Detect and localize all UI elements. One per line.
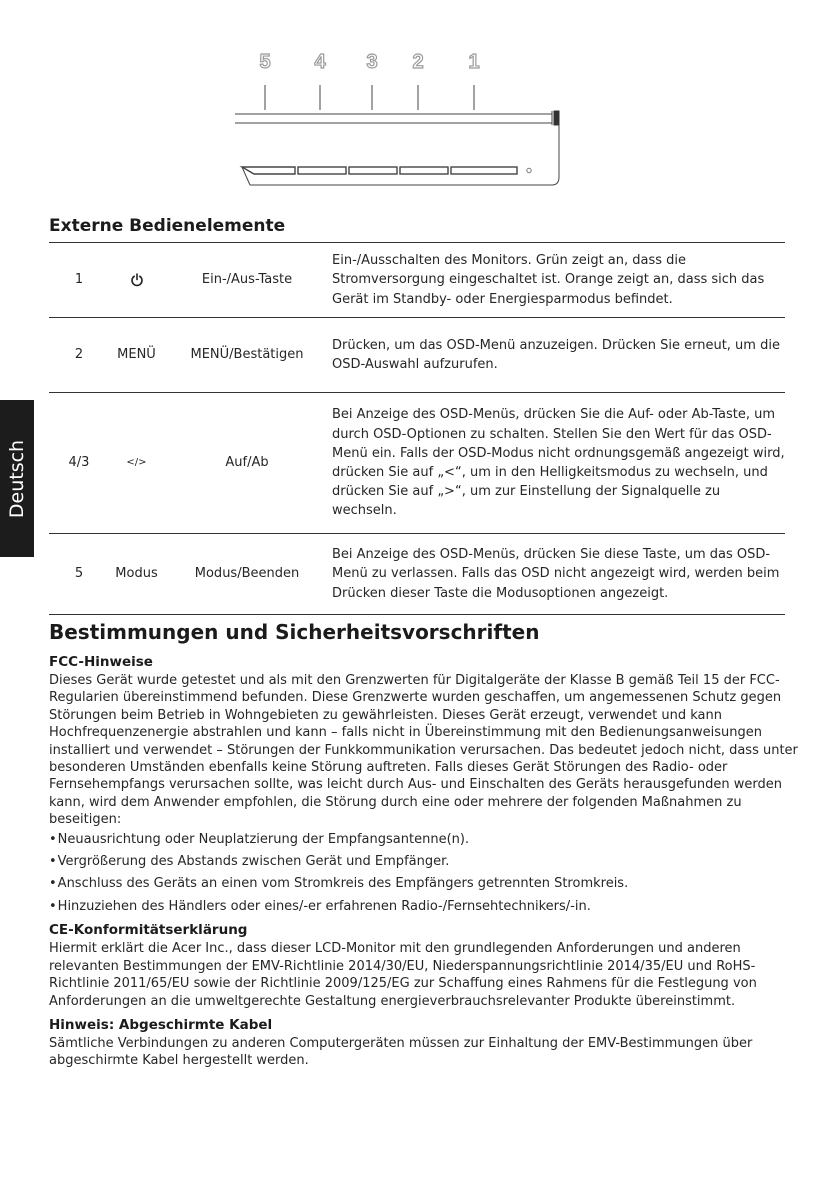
row-number: 5 xyxy=(74,566,84,582)
button-number-2: 2 xyxy=(412,51,424,73)
controls-section-title: Externe Bedienelemente xyxy=(49,216,286,236)
row-description: Bei Anzeige des OSD-Menüs, drücken Sie die Auf- oder Ab-Taste, um durch OSD-Optionen zu schalten. Stellen Sie den Wert für das OSD-Menü ein. Falls der OSD-Modus nicht ordnungsgemäß angezeigt wird, drücken Sie auf „<“, um in den Helligkeitsmodus zu wechseln, und drücken Sie auf „>“, um zur Einstellung der Signalquelle zu wechseln. xyxy=(332,407,785,519)
table-row xyxy=(49,534,785,615)
ce-body: Hiermit erklärt die Acer Inc., dass dieser LCD-Monitor mit den grundlegenden Anforderungen und anderen relevanten Bestimmungen der EMV-Richtlinie 2014/30/EU, Niederspannungsrichtlinie 2014/35/EU und RoHS-Richtlinie 2011/65/EU sowie der Richtlinie 2009/125/EG zur Schaffung eines Rahmens für die Festlegung von Anforderungen an die umweltgerechte Gestaltung energieverbrauchsrelevanter Produkte übereinstimmt. xyxy=(49,941,757,1009)
row-description: Ein-/Ausschalten des Monitors. Grün zeigt an, dass die Stromversorgung eingeschaltet ist. Orange zeigt an, dass sich das Gerät im Standby- oder Energiesparmodus befindet. xyxy=(332,253,765,307)
list-item: • Neuausrichtung oder Neuplatzierung der Empfangsantenne(n). xyxy=(49,831,799,848)
fcc-bullet-list xyxy=(49,831,799,916)
table-row xyxy=(49,318,785,393)
table-row xyxy=(49,243,785,318)
row-description: Drücken, um das OSD-Menü anzuzeigen. Drücken Sie erneut, um die OSD-Auswahl aufzurufen. xyxy=(332,337,780,372)
regulations-title: Bestimmungen und Sicherheitsvorschriften xyxy=(49,620,540,644)
row-icon-text: MENÜ xyxy=(117,347,156,363)
row-name: MENÜ/Bestätigen xyxy=(190,347,304,363)
ce-heading: CE-Konformitätserklärung xyxy=(49,922,248,939)
button-number-5: 5 xyxy=(259,51,271,73)
row-description: Bei Anzeige des OSD-Menüs, drücken Sie diese Taste, um das OSD-Menü zu verlassen. Falls das OSD nicht angezeigt wird, werden beim Drücken dieser Taste die Modusoptionen angezeigt. xyxy=(332,547,780,601)
shielded-cable-body: Sämtliche Verbindungen zu anderen Computergeräten müssen zur Einhaltung der EMV-Bestimmungen über abgeschirmte Kabel hergestellt werden. xyxy=(49,1035,753,1069)
button-number-1: 1 xyxy=(468,51,480,73)
button-number-4: 4 xyxy=(314,51,326,73)
button-number-3: 3 xyxy=(366,51,378,73)
monitor-buttons-diagram xyxy=(220,45,580,195)
row-name: Modus/Beenden xyxy=(194,566,300,582)
row-icon-text: </> xyxy=(126,457,147,469)
table-row xyxy=(49,393,785,534)
row-name: Ein-/Aus-Taste xyxy=(201,272,293,288)
list-item: • Anschluss des Geräts an einen vom Stromkreis des Empfängers getrennten Stromkreis. xyxy=(49,875,799,892)
row-icon-text: Modus xyxy=(115,566,158,582)
fcc-body: Dieses Gerät wurde getestet und als mit den Grenzwerten für Digitalgeräte der Klasse B gemäß Teil 15 der FCC-Regularien übereinstimmend befunden. Diese Grenzwerte wurden geschaffen, um angemessenen Schutz gegen Störungen beim Betrieb in Wohngebieten zu gewährleisten. Dieses Gerät erzeugt, verwendet und kann Hochfrequenzenergie abstrahlen und kann – falls nicht in Übereinstimmung mit den Bedienungsanweisungen installiert und verwendet – Störungen der Funkkommunikation verursachen. Das bedeutet jedoch nicht, dass unter besonderen Umständen ebenfalls keine Störung auftreten. Falls dieses Gerät Störungen des Radio- oder Fernsehempfangs verursachen sollte, was leicht durch Aus- und Einschalten des Geräts herausgefunden werden kann, wird dem Anwender empfohlen, die Störung durch eine oder mehrere der folgenden Maßnahmen zu beseitigen: xyxy=(49,673,798,828)
row-number: 1 xyxy=(74,272,84,288)
row-number: 2 xyxy=(74,347,84,363)
row-name: Auf/Ab xyxy=(225,455,269,471)
language-label: Deutsch xyxy=(6,439,28,518)
shielded-cable-heading: Hinweis: Abgeschirmte Kabel xyxy=(49,1016,273,1033)
row-number: 4/3 xyxy=(68,455,90,471)
regulations-content xyxy=(49,652,799,1070)
fcc-heading: FCC-Hinweise xyxy=(49,654,153,670)
language-side-tab xyxy=(0,400,34,557)
power-icon xyxy=(109,243,164,318)
list-item: • Hinzuziehen des Händlers oder eines/-er erfahrenen Radio-/Fernsehtechnikers/-in. xyxy=(49,898,799,915)
controls-table xyxy=(49,242,785,615)
list-item: • Vergrößerung des Abstands zwischen Gerät und Empfänger. xyxy=(49,853,799,870)
